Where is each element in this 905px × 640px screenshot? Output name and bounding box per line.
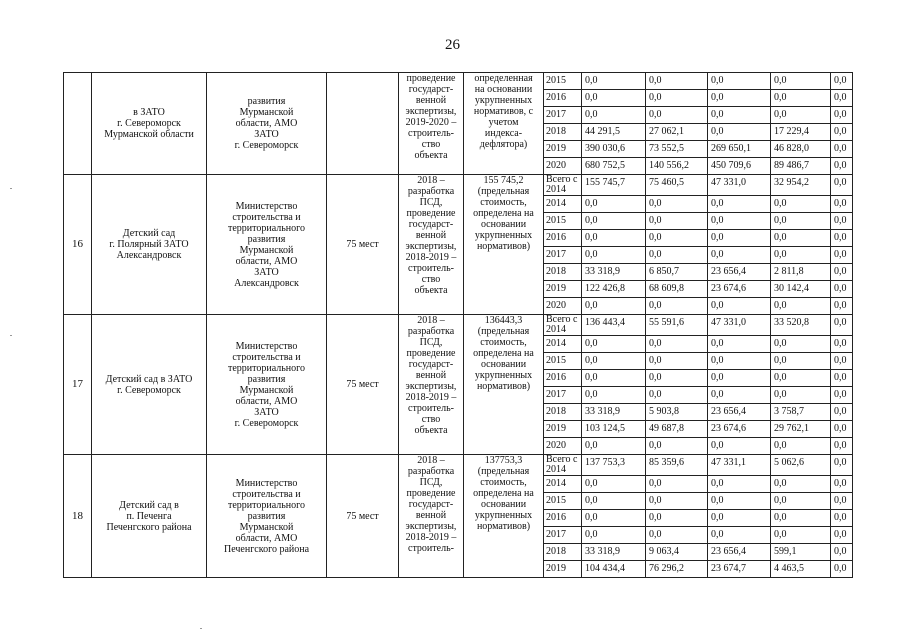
- year-cell: 2015: [544, 73, 582, 90]
- value-cell: 269 650,1: [708, 141, 771, 158]
- value-cell: 0,0: [771, 370, 831, 387]
- value-cell: 0,0: [708, 196, 771, 213]
- value-cell: 0,0: [582, 230, 646, 247]
- value-cell: 0,0: [646, 298, 708, 315]
- value-cell: 0,0: [708, 213, 771, 230]
- year-cell: 2020: [544, 438, 582, 455]
- value-cell: 0,0: [771, 196, 831, 213]
- value-cell: 46 828,0: [771, 141, 831, 158]
- project-customer: Министерство строительства и территориального развития Мурманской области, АМО ЗАТО г. Североморск: [207, 315, 327, 455]
- value-cell: 0,0: [582, 336, 646, 353]
- value-cell: 0,0: [646, 527, 708, 544]
- value-cell: 599,1: [771, 544, 831, 561]
- year-cell: 2017: [544, 387, 582, 404]
- table-row: [64, 455, 853, 476]
- table-row: [64, 73, 853, 90]
- project-cost: 136443,3 (предельная стоимость, определена на основании укрупненных нормативов): [464, 315, 544, 455]
- value-cell: 0,0: [831, 175, 853, 196]
- value-cell: 0,0: [646, 353, 708, 370]
- value-cell: 0,0: [646, 493, 708, 510]
- value-cell: 0,0: [708, 298, 771, 315]
- value-cell: 0,0: [831, 404, 853, 421]
- year-cell: 2019: [544, 141, 582, 158]
- project-stages: 2018 – разработка ПСД, проведение государст- венной экспертизы, 2018-2019 – строитель- ство объекта: [399, 315, 464, 455]
- value-cell: 0,0: [771, 387, 831, 404]
- value-cell: 55 591,6: [646, 315, 708, 336]
- value-cell: 0,0: [771, 247, 831, 264]
- value-cell: 0,0: [771, 230, 831, 247]
- value-cell: 32 954,2: [771, 175, 831, 196]
- year-cell: 2018: [544, 404, 582, 421]
- value-cell: 0,0: [646, 196, 708, 213]
- value-cell: 9 063,4: [646, 544, 708, 561]
- project-capacity: 75 мест: [327, 455, 399, 578]
- value-cell: 6 850,7: [646, 264, 708, 281]
- project-customer: Министерство строительства и территориального развития Мурманской области, АМО ЗАТО Александровск: [207, 175, 327, 315]
- table-row: [64, 315, 853, 336]
- value-cell: 30 142,4: [771, 281, 831, 298]
- value-cell: 0,0: [582, 493, 646, 510]
- value-cell: 0,0: [771, 213, 831, 230]
- value-cell: 4 463,5: [771, 561, 831, 578]
- value-cell: 103 124,5: [582, 421, 646, 438]
- year-cell: Всего с 2014: [544, 175, 582, 196]
- value-cell: 0,0: [831, 298, 853, 315]
- value-cell: 0,0: [582, 107, 646, 124]
- value-cell: 0,0: [582, 247, 646, 264]
- value-cell: 0,0: [582, 510, 646, 527]
- value-cell: 140 556,2: [646, 158, 708, 175]
- value-cell: 0,0: [831, 230, 853, 247]
- value-cell: 68 609,8: [646, 281, 708, 298]
- value-cell: 137 753,3: [582, 455, 646, 476]
- value-cell: 155 745,7: [582, 175, 646, 196]
- value-cell: 0,0: [646, 90, 708, 107]
- value-cell: 0,0: [831, 561, 853, 578]
- value-cell: 0,0: [708, 493, 771, 510]
- value-cell: 33 318,9: [582, 264, 646, 281]
- value-cell: 0,0: [831, 387, 853, 404]
- value-cell: 0,0: [646, 387, 708, 404]
- year-cell: 2016: [544, 510, 582, 527]
- project-cost: 137753,3 (предельная стоимость, определена на основании укрупненных нормативов): [464, 455, 544, 578]
- value-cell: 0,0: [831, 476, 853, 493]
- project-capacity: [327, 73, 399, 175]
- value-cell: 0,0: [708, 107, 771, 124]
- value-cell: 76 296,2: [646, 561, 708, 578]
- value-cell: 0,0: [831, 247, 853, 264]
- value-cell: 0,0: [646, 73, 708, 90]
- value-cell: 0,0: [831, 107, 853, 124]
- value-cell: 0,0: [708, 230, 771, 247]
- value-cell: 0,0: [582, 476, 646, 493]
- value-cell: 0,0: [708, 247, 771, 264]
- year-cell: 2019: [544, 561, 582, 578]
- page-number: 26: [445, 37, 460, 53]
- value-cell: 0,0: [582, 527, 646, 544]
- value-cell: 0,0: [771, 353, 831, 370]
- value-cell: 122 426,8: [582, 281, 646, 298]
- value-cell: 0,0: [708, 476, 771, 493]
- year-cell: 2018: [544, 124, 582, 141]
- year-cell: 2014: [544, 336, 582, 353]
- value-cell: 0,0: [831, 196, 853, 213]
- project-name: в ЗАТО г. Североморск Мурманской области: [92, 73, 207, 175]
- value-cell: 0,0: [646, 230, 708, 247]
- project-customer: развития Мурманской области, АМО ЗАТО г. Североморск: [207, 73, 327, 175]
- value-cell: 0,0: [582, 73, 646, 90]
- value-cell: 0,0: [646, 213, 708, 230]
- value-cell: 680 752,5: [582, 158, 646, 175]
- value-cell: 0,0: [771, 298, 831, 315]
- value-cell: 75 460,5: [646, 175, 708, 196]
- project-cost: 155 745,2 (предельная стоимость, определена на основании укрупненных нормативов): [464, 175, 544, 315]
- project-name: Детский сад в ЗАТО г. Североморск: [92, 315, 207, 455]
- value-cell: 0,0: [771, 90, 831, 107]
- value-cell: 0,0: [582, 387, 646, 404]
- value-cell: 3 758,7: [771, 404, 831, 421]
- value-cell: 390 030,6: [582, 141, 646, 158]
- value-cell: 73 552,5: [646, 141, 708, 158]
- project-number: [64, 73, 92, 175]
- value-cell: 450 709,6: [708, 158, 771, 175]
- value-cell: 0,0: [771, 73, 831, 90]
- project-number: 17: [64, 315, 92, 455]
- value-cell: 0,0: [831, 315, 853, 336]
- value-cell: 23 674,6: [708, 421, 771, 438]
- value-cell: 0,0: [582, 90, 646, 107]
- value-cell: 0,0: [831, 213, 853, 230]
- year-cell: 2019: [544, 421, 582, 438]
- program-table: [63, 72, 853, 578]
- value-cell: 0,0: [771, 510, 831, 527]
- year-cell: 2020: [544, 298, 582, 315]
- value-cell: 0,0: [771, 336, 831, 353]
- project-number: 16: [64, 175, 92, 315]
- value-cell: 0,0: [831, 158, 853, 175]
- value-cell: 0,0: [708, 124, 771, 141]
- year-cell: 2017: [544, 247, 582, 264]
- value-cell: 0,0: [831, 493, 853, 510]
- project-number: 18: [64, 455, 92, 578]
- value-cell: 49 687,8: [646, 421, 708, 438]
- value-cell: 0,0: [771, 438, 831, 455]
- project-stages: 2018 – разработка ПСД, проведение государст- венной экспертизы, 2018-2019 – строитель- ство объекта: [399, 175, 464, 315]
- value-cell: 0,0: [708, 73, 771, 90]
- value-cell: 27 062,1: [646, 124, 708, 141]
- value-cell: 0,0: [646, 107, 708, 124]
- value-cell: 0,0: [831, 73, 853, 90]
- value-cell: 0,0: [831, 281, 853, 298]
- value-cell: 89 486,7: [771, 158, 831, 175]
- year-cell: 2015: [544, 353, 582, 370]
- project-name: Детский сад г. Полярный ЗАТО Александровск: [92, 175, 207, 315]
- year-cell: 2017: [544, 527, 582, 544]
- year-cell: 2019: [544, 281, 582, 298]
- value-cell: 85 359,6: [646, 455, 708, 476]
- value-cell: 47 331,0: [708, 175, 771, 196]
- value-cell: 33 318,9: [582, 544, 646, 561]
- value-cell: 0,0: [831, 264, 853, 281]
- value-cell: 0,0: [831, 527, 853, 544]
- value-cell: 0,0: [831, 455, 853, 476]
- year-cell: 2016: [544, 90, 582, 107]
- value-cell: 23 674,7: [708, 561, 771, 578]
- value-cell: 0,0: [831, 510, 853, 527]
- value-cell: 0,0: [831, 336, 853, 353]
- value-cell: 0,0: [646, 336, 708, 353]
- value-cell: 47 331,0: [708, 315, 771, 336]
- project-cost: определенная на основании укрупненных нормативов, с учетом индекса- дефлятора): [464, 73, 544, 175]
- project-capacity: 75 мест: [327, 175, 399, 315]
- project-stages: проведение государст- венной экспертизы, 2019-2020 – строитель- ство объекта: [399, 73, 464, 175]
- value-cell: 0,0: [831, 353, 853, 370]
- value-cell: 0,0: [708, 438, 771, 455]
- value-cell: 5 062,6: [771, 455, 831, 476]
- value-cell: 0,0: [771, 476, 831, 493]
- value-cell: 5 903,8: [646, 404, 708, 421]
- value-cell: 0,0: [582, 370, 646, 387]
- value-cell: 0,0: [582, 438, 646, 455]
- year-cell: 2016: [544, 370, 582, 387]
- value-cell: 0,0: [582, 213, 646, 230]
- year-cell: 2018: [544, 544, 582, 561]
- value-cell: 0,0: [708, 336, 771, 353]
- value-cell: 0,0: [771, 527, 831, 544]
- value-cell: 0,0: [582, 298, 646, 315]
- value-cell: 104 434,4: [582, 561, 646, 578]
- project-capacity: 75 мест: [327, 315, 399, 455]
- value-cell: 47 331,1: [708, 455, 771, 476]
- project-customer: Министерство строительства и территориального развития Мурманской области, АМО Печенгского района: [207, 455, 327, 578]
- project-name: Детский сад в п. Печенга Печенгского района: [92, 455, 207, 578]
- value-cell: 0,0: [708, 387, 771, 404]
- value-cell: 0,0: [771, 107, 831, 124]
- year-cell: 2018: [544, 264, 582, 281]
- value-cell: 0,0: [708, 353, 771, 370]
- value-cell: 0,0: [831, 90, 853, 107]
- year-cell: 2016: [544, 230, 582, 247]
- year-cell: 2017: [544, 107, 582, 124]
- value-cell: 0,0: [646, 510, 708, 527]
- value-cell: 0,0: [646, 247, 708, 264]
- value-cell: 29 762,1: [771, 421, 831, 438]
- value-cell: 17 229,4: [771, 124, 831, 141]
- table-row: [64, 175, 853, 196]
- year-cell: 2014: [544, 196, 582, 213]
- value-cell: 23 674,6: [708, 281, 771, 298]
- value-cell: 0,0: [708, 510, 771, 527]
- value-cell: 33 318,9: [582, 404, 646, 421]
- value-cell: 0,0: [771, 493, 831, 510]
- value-cell: 23 656,4: [708, 404, 771, 421]
- value-cell: 0,0: [708, 90, 771, 107]
- value-cell: 0,0: [831, 141, 853, 158]
- value-cell: 0,0: [646, 476, 708, 493]
- value-cell: 0,0: [831, 438, 853, 455]
- year-cell: 2015: [544, 213, 582, 230]
- value-cell: 0,0: [831, 370, 853, 387]
- value-cell: 0,0: [708, 527, 771, 544]
- value-cell: 136 443,4: [582, 315, 646, 336]
- value-cell: 23 656,4: [708, 544, 771, 561]
- value-cell: 0,0: [646, 438, 708, 455]
- value-cell: 0,0: [831, 124, 853, 141]
- value-cell: 44 291,5: [582, 124, 646, 141]
- value-cell: 0,0: [831, 421, 853, 438]
- year-cell: Всего с 2014: [544, 315, 582, 336]
- value-cell: 0,0: [582, 196, 646, 213]
- value-cell: 2 811,8: [771, 264, 831, 281]
- table-body: [64, 73, 853, 578]
- value-cell: 0,0: [582, 353, 646, 370]
- value-cell: 0,0: [831, 544, 853, 561]
- year-cell: 2015: [544, 493, 582, 510]
- value-cell: 23 656,4: [708, 264, 771, 281]
- value-cell: 0,0: [646, 370, 708, 387]
- year-cell: 2020: [544, 158, 582, 175]
- year-cell: Всего с 2014: [544, 455, 582, 476]
- value-cell: 0,0: [708, 370, 771, 387]
- project-stages: 2018 – разработка ПСД, проведение государст- венной экспертизы, 2018-2019 – строитель-: [399, 455, 464, 578]
- year-cell: 2014: [544, 476, 582, 493]
- value-cell: 33 520,8: [771, 315, 831, 336]
